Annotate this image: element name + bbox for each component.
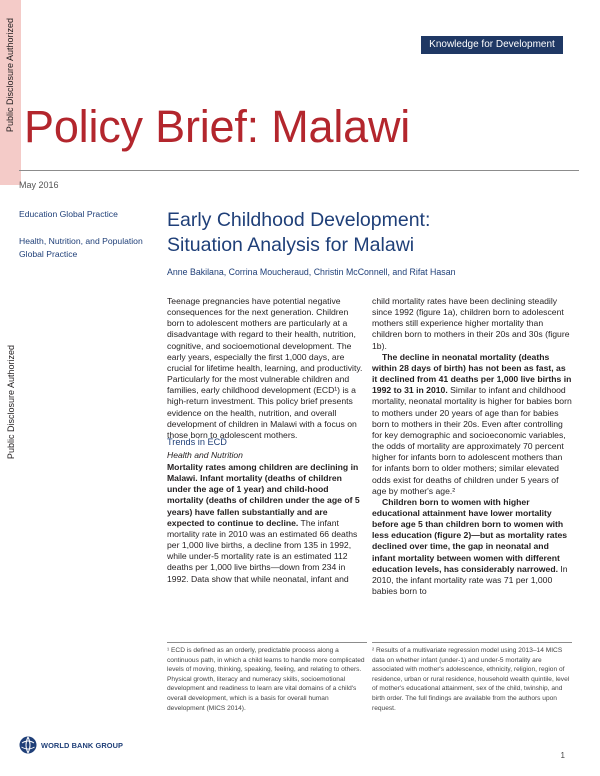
mortality-lead: Mortality rates among children are declining in Malawi. Infant mortality (deaths of children under the age of 1 year) and child-hood mortality (deaths of children under the age of 5 years) have fallen substantially and are expected to continue to decline. — [167, 462, 360, 528]
mortality-paragraph — [167, 462, 367, 585]
right-paragraph-3 — [372, 497, 572, 597]
right-paragraph-1: child mortality rates have been declining steadily since 1992 (figure 1a), children born to adolescent mothers still experience higher mortality than children born to mothers in their 20s and 30s (figure 1b). — [372, 296, 570, 351]
series-badge: Knowledge for Development — [421, 36, 563, 54]
education-lead: Children born to women with higher educational attainment have lower mortality before age 5 than children born to women with less education (figure 2)—but as mortality rates declined over time, the gap in neonatal and infant mortality between women with different education levels, has considerably narrowed. — [372, 496, 568, 574]
neonatal-lead: The decline in neonatal mortality (deaths within 28 days of birth) has not been as fast, as it declined from 41 deaths per 1,000 live births in 1992 to 31 in 2010. — [372, 351, 572, 396]
publication-date: May 2016 — [19, 180, 59, 190]
right-paragraph-2 — [372, 352, 572, 497]
footnote-2: ² Results of a multivariate regression model using 2013–14 MICS data on whether infant (under-1) and under-5 mortality are associated with mother's adolescence, ethnicity, religion, region of residence, urban or rural residence, household wealth quintile, level of mother's educational attainment, sex of the child, twinship, and birth order. The full findings are available from the authors upon request. — [372, 647, 570, 712]
disclosure-band — [0, 0, 21, 185]
world-bank-logo — [19, 736, 123, 754]
practice-health: Health, Nutrition, and Population Global Practice — [19, 236, 143, 259]
right-column-body — [372, 296, 572, 597]
globe-icon — [19, 736, 37, 754]
education-rest: In 2010, the infant mortality rate was 71 per 1,000 babies born to — [372, 563, 568, 597]
section-subheading: Health and Nutrition — [167, 450, 243, 460]
page-title: Policy Brief: Malawi — [24, 101, 411, 152]
footnote-1: ¹ ECD is defined as an orderly, predictable process along a continuous path, in which a child learns to handle more complicated levels of moving, thinking, speaking, feeling, and relating to others. Physical growth, literacy and numeracy skills, socioemotional development and readiness to learn are vital domains of a child's overall development, which is a basis for overall human development (MICS 2014). — [167, 647, 365, 712]
page-number: 1 — [560, 751, 565, 760]
practice-education: Education Global Practice — [19, 209, 118, 219]
authors-line: Anne Bakilana, Corrina Moucheraud, Christin McConnell, and Rifat Hasan — [167, 267, 456, 277]
mortality-rest: The infant mortality rate in 2010 was an estimated 66 deaths per 1,000 live births, a decline from 135 in 1992, while under-5 mortality rate is an estimated 112 deaths per 1,000 live births—down from 234 in 1992. Data show that while neonatal, infant and — [167, 517, 358, 584]
left-column-intro — [167, 296, 367, 441]
disclosure-label-top: Public Disclosure Authorized — [5, 18, 15, 133]
brief-subtitle: Early Childhood Development: Situation Analysis for Malawi — [167, 209, 431, 256]
section-heading: Trends in ECD — [167, 437, 227, 447]
title-divider — [19, 170, 579, 171]
footnote-divider-right — [372, 642, 572, 643]
disclosure-label-middle: Public Disclosure Authorized — [6, 345, 16, 460]
logo-wordmark: WORLD BANK GROUP — [41, 740, 124, 750]
neonatal-rest: Similar to infant and childhood mortality, neonatal mortality is higher for babies born to mothers under 20 years of age than for babies born to mothers in their 20s. Even after controlling for key demographic and socioeconomic variables, the odds of mortality are approximately 70 percent higher for infants born to adolescent mothers than for infants born to older mothers; similar elevated odds exist for deaths of children under 5 years of age by mother's age.² — [372, 385, 572, 496]
left-column-body — [167, 462, 367, 585]
intro-paragraph: Teenage pregnancies have potential negative consequences for the next generation. Children born to adolescent mothers are particularly at a disadvantage with regard to their health, nutrition, cognitive, and socioemotional development. The early years, especially the first 1,000 days, are crucial for lifetime health, learning, and productivity. Particularly for the most vulnerable children and families, early childhood development (ECD¹) is a high-return investment. This policy brief presents evidence on the health, nutrition, and overall development of children in Malawi with a focus on those born to adolescent mothers. — [167, 296, 363, 440]
footnote-divider-left — [167, 642, 367, 643]
